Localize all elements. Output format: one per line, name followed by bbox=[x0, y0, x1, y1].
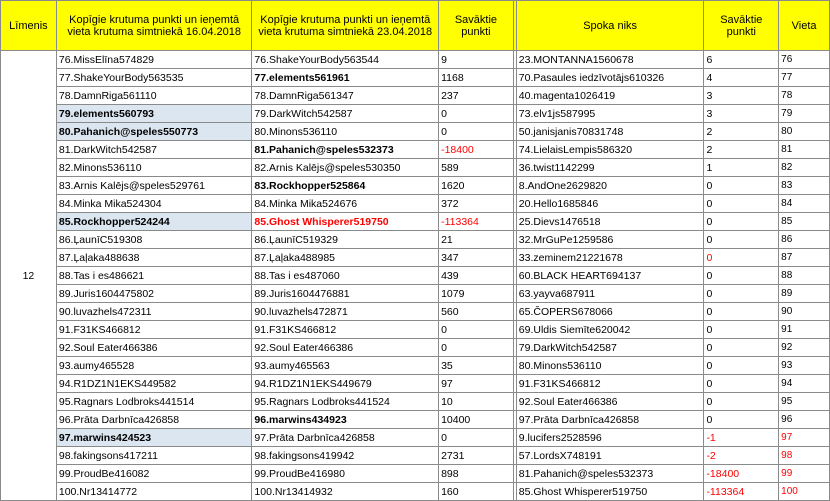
nick-cell: 92.Soul Eater466386 bbox=[516, 393, 704, 411]
table-row bbox=[1, 123, 830, 141]
week2-cell: 92.Soul Eater466386 bbox=[252, 339, 439, 357]
week1-cell: 99.ProudBe416082 bbox=[56, 465, 252, 483]
nick-cell: 57.LordsX748191 bbox=[516, 447, 704, 465]
place-cell: 98 bbox=[779, 447, 830, 465]
place-cell: 96 bbox=[779, 411, 830, 429]
points2-cell: 0 bbox=[704, 213, 779, 231]
points-cell: 160 bbox=[439, 483, 514, 501]
place-cell: 79 bbox=[779, 105, 830, 123]
points2-cell: 6 bbox=[704, 51, 779, 69]
table-row bbox=[1, 447, 830, 465]
place-cell: 85 bbox=[779, 213, 830, 231]
points2-cell: 0 bbox=[704, 357, 779, 375]
place-cell: 87 bbox=[779, 249, 830, 267]
nick-cell: 73.elv1js587995 bbox=[516, 105, 704, 123]
week2-cell: 77.elements561961 bbox=[252, 69, 439, 87]
table-row bbox=[1, 303, 830, 321]
week2-cell: 86.ĻaunīC519329 bbox=[252, 231, 439, 249]
points2-cell: 0 bbox=[704, 267, 779, 285]
week1-cell: 82.Minons536110 bbox=[56, 159, 252, 177]
points-cell: 97 bbox=[439, 375, 514, 393]
place-cell: 95 bbox=[779, 393, 830, 411]
table-row bbox=[1, 483, 830, 501]
table-row bbox=[1, 213, 830, 231]
week2-cell: 94.R1DZ1N1EKS449679 bbox=[252, 375, 439, 393]
week1-cell: 100.Nr13414772 bbox=[56, 483, 252, 501]
points2-cell: 2 bbox=[704, 141, 779, 159]
points-cell: 21 bbox=[439, 231, 514, 249]
points-cell: 0 bbox=[439, 123, 514, 141]
table-row bbox=[1, 177, 830, 195]
week2-cell: 85.Ghost Whisperer519750 bbox=[252, 213, 439, 231]
points2-cell: -1 bbox=[704, 429, 779, 447]
nick-cell: 25.Dievs1476518 bbox=[516, 213, 704, 231]
points2-cell: 0 bbox=[704, 411, 779, 429]
header-nick: Spoka niks bbox=[516, 1, 704, 51]
week2-cell: 89.Juris1604476881 bbox=[252, 285, 439, 303]
points-cell: 10 bbox=[439, 393, 514, 411]
week2-cell: 83.Rockhopper525864 bbox=[252, 177, 439, 195]
week2-cell: 84.Minka Mika524676 bbox=[252, 195, 439, 213]
week1-cell: 87.Ļaļaka488638 bbox=[56, 249, 252, 267]
points2-cell: 0 bbox=[704, 375, 779, 393]
week1-cell: 76.MissElīna574829 bbox=[56, 51, 252, 69]
place-cell: 91 bbox=[779, 321, 830, 339]
table-row bbox=[1, 141, 830, 159]
week2-cell: 81.Pahanich@speles532373 bbox=[252, 141, 439, 159]
place-cell: 99 bbox=[779, 465, 830, 483]
nick-cell: 74.LielaisLempis586320 bbox=[516, 141, 704, 159]
week2-cell: 87.Ļaļaka488985 bbox=[252, 249, 439, 267]
header-week2: Kopīgie krutuma punkti un ieņemtā vieta krutuma simtniekā 23.04.2018 bbox=[252, 1, 439, 51]
points-cell: -18400 bbox=[439, 141, 514, 159]
week2-cell: 93.aumy465563 bbox=[252, 357, 439, 375]
table-row bbox=[1, 339, 830, 357]
points-cell: 0 bbox=[439, 321, 514, 339]
nick-cell: 97.Prāta Darbnīca426858 bbox=[516, 411, 704, 429]
points-cell: 560 bbox=[439, 303, 514, 321]
week2-cell: 96.marwins434923 bbox=[252, 411, 439, 429]
week1-cell: 97.marwins424523 bbox=[56, 429, 252, 447]
place-cell: 90 bbox=[779, 303, 830, 321]
week1-cell: 94.R1DZ1N1EKS449582 bbox=[56, 375, 252, 393]
points2-cell: 3 bbox=[704, 105, 779, 123]
points2-cell: 0 bbox=[704, 339, 779, 357]
table-row bbox=[1, 411, 830, 429]
place-cell: 78 bbox=[779, 87, 830, 105]
nick-cell: 8.AndOne2629820 bbox=[516, 177, 704, 195]
nick-cell: 36.twist1142299 bbox=[516, 159, 704, 177]
week1-cell: 84.Minka Mika524304 bbox=[56, 195, 252, 213]
week2-cell: 90.luvazhels472871 bbox=[252, 303, 439, 321]
week1-cell: 93.aumy465528 bbox=[56, 357, 252, 375]
week1-cell: 85.Rockhopper524244 bbox=[56, 213, 252, 231]
points-cell: -113364 bbox=[439, 213, 514, 231]
place-cell: 100 bbox=[779, 483, 830, 501]
points-cell: 1079 bbox=[439, 285, 514, 303]
week1-cell: 88.Tas i es486621 bbox=[56, 267, 252, 285]
nick-cell: 81.Pahanich@speles532373 bbox=[516, 465, 704, 483]
week1-cell: 92.Soul Eater466386 bbox=[56, 339, 252, 357]
points-cell: 1168 bbox=[439, 69, 514, 87]
week1-cell: 98.fakingsons417211 bbox=[56, 447, 252, 465]
table-row bbox=[1, 195, 830, 213]
week2-cell: 98.fakingsons419942 bbox=[252, 447, 439, 465]
points-cell: 0 bbox=[439, 429, 514, 447]
header-row bbox=[1, 1, 830, 51]
place-cell: 97 bbox=[779, 429, 830, 447]
week1-cell: 83.Arnis Kalējs@speles529761 bbox=[56, 177, 252, 195]
nick-cell: 23.MONTANNA1560678 bbox=[516, 51, 704, 69]
week2-cell: 78.DamnRiga561347 bbox=[252, 87, 439, 105]
points2-cell: 3 bbox=[704, 87, 779, 105]
nick-cell: 63.yayva687911 bbox=[516, 285, 704, 303]
week2-cell: 79.DarkWitch542587 bbox=[252, 105, 439, 123]
table-row bbox=[1, 393, 830, 411]
points-cell: 10400 bbox=[439, 411, 514, 429]
week2-cell: 80.Minons536110 bbox=[252, 123, 439, 141]
table-row bbox=[1, 249, 830, 267]
nick-cell: 60.BLACK HEART694137 bbox=[516, 267, 704, 285]
header-place: Vieta bbox=[779, 1, 830, 51]
header-week1: Kopīgie krutuma punkti un ieņemtā vieta krutuma simtniekā 16.04.2018 bbox=[56, 1, 252, 51]
table-row bbox=[1, 159, 830, 177]
nick-cell: 20.Hello1685846 bbox=[516, 195, 704, 213]
week2-cell: 97.Prāta Darbnīca426858 bbox=[252, 429, 439, 447]
points-cell: 237 bbox=[439, 87, 514, 105]
week1-cell: 78.DamnRiga561110 bbox=[56, 87, 252, 105]
header-points: Savāktie punkti bbox=[439, 1, 514, 51]
week1-cell: 79.elements560793 bbox=[56, 105, 252, 123]
place-cell: 86 bbox=[779, 231, 830, 249]
place-cell: 88 bbox=[779, 267, 830, 285]
points2-cell: 4 bbox=[704, 69, 779, 87]
points2-cell: 0 bbox=[704, 231, 779, 249]
points-cell: 898 bbox=[439, 465, 514, 483]
place-cell: 83 bbox=[779, 177, 830, 195]
points2-cell: 0 bbox=[704, 249, 779, 267]
table-row bbox=[1, 321, 830, 339]
table-row bbox=[1, 105, 830, 123]
week1-cell: 86.ĻaunīC519308 bbox=[56, 231, 252, 249]
points2-cell: 0 bbox=[704, 303, 779, 321]
table-row bbox=[1, 357, 830, 375]
nick-cell: 85.Ghost Whisperer519750 bbox=[516, 483, 704, 501]
header-points-2: Savāktie punkti bbox=[704, 1, 779, 51]
header-level: Līmenis bbox=[1, 1, 57, 51]
week1-cell: 95.Ragnars Lodbroks441514 bbox=[56, 393, 252, 411]
points-cell: 1620 bbox=[439, 177, 514, 195]
points-cell: 35 bbox=[439, 357, 514, 375]
place-cell: 89 bbox=[779, 285, 830, 303]
nick-cell: 70.Pasaules iedzīvotājs610326 bbox=[516, 69, 704, 87]
table-row bbox=[1, 429, 830, 447]
table-row bbox=[1, 69, 830, 87]
week1-cell: 80.Pahanich@speles550773 bbox=[56, 123, 252, 141]
week1-cell: 96.Prāta Darbnīca426858 bbox=[56, 411, 252, 429]
points2-cell: 2 bbox=[704, 123, 779, 141]
table-row bbox=[1, 267, 830, 285]
table-row bbox=[1, 231, 830, 249]
week2-cell: 88.Tas i es487060 bbox=[252, 267, 439, 285]
week2-cell: 95.Ragnars Lodbroks441524 bbox=[252, 393, 439, 411]
points-cell: 347 bbox=[439, 249, 514, 267]
points-cell: 372 bbox=[439, 195, 514, 213]
nick-cell: 9.lucifers2528596 bbox=[516, 429, 704, 447]
table-row bbox=[1, 285, 830, 303]
nick-cell: 40.magenta1026419 bbox=[516, 87, 704, 105]
week2-cell: 100.Nr13414932 bbox=[252, 483, 439, 501]
nick-cell: 80.Minons536110 bbox=[516, 357, 704, 375]
points-cell: 439 bbox=[439, 267, 514, 285]
place-cell: 93 bbox=[779, 357, 830, 375]
points2-cell: 1 bbox=[704, 159, 779, 177]
nick-cell: 69.Uldis Siemīte620042 bbox=[516, 321, 704, 339]
level-cell: 12 bbox=[1, 51, 57, 501]
week2-cell: 99.ProudBe416980 bbox=[252, 465, 439, 483]
week1-cell: 81.DarkWitch542587 bbox=[56, 141, 252, 159]
points-cell: 0 bbox=[439, 105, 514, 123]
points-cell: 589 bbox=[439, 159, 514, 177]
points2-cell: 0 bbox=[704, 195, 779, 213]
points-cell: 9 bbox=[439, 51, 514, 69]
nick-cell: 50.janisjanis70831748 bbox=[516, 123, 704, 141]
nick-cell: 65.ČOPERS678066 bbox=[516, 303, 704, 321]
place-cell: 84 bbox=[779, 195, 830, 213]
week1-cell: 89.Juris1604475802 bbox=[56, 285, 252, 303]
place-cell: 92 bbox=[779, 339, 830, 357]
points2-cell: 0 bbox=[704, 177, 779, 195]
place-cell: 94 bbox=[779, 375, 830, 393]
points-cell: 2731 bbox=[439, 447, 514, 465]
week2-cell: 76.ShakeYourBody563544 bbox=[252, 51, 439, 69]
week1-cell: 90.luvazhels472311 bbox=[56, 303, 252, 321]
week2-cell: 91.F31KS466812 bbox=[252, 321, 439, 339]
points-cell: 0 bbox=[439, 339, 514, 357]
table-row bbox=[1, 465, 830, 483]
nick-cell: 79.DarkWitch542587 bbox=[516, 339, 704, 357]
table-row bbox=[1, 51, 830, 69]
table-row bbox=[1, 87, 830, 105]
week2-cell: 82.Arnis Kalējs@speles530350 bbox=[252, 159, 439, 177]
place-cell: 80 bbox=[779, 123, 830, 141]
nick-cell: 91.F31KS466812 bbox=[516, 375, 704, 393]
points2-cell: -18400 bbox=[704, 465, 779, 483]
place-cell: 82 bbox=[779, 159, 830, 177]
week1-cell: 77.ShakeYourBody563535 bbox=[56, 69, 252, 87]
points2-cell: 0 bbox=[704, 393, 779, 411]
points2-cell: -2 bbox=[704, 447, 779, 465]
place-cell: 77 bbox=[779, 69, 830, 87]
table-row bbox=[1, 375, 830, 393]
points2-cell: 0 bbox=[704, 321, 779, 339]
place-cell: 81 bbox=[779, 141, 830, 159]
week1-cell: 91.F31KS466812 bbox=[56, 321, 252, 339]
points2-cell: 0 bbox=[704, 285, 779, 303]
place-cell: 76 bbox=[779, 51, 830, 69]
nick-cell: 32.MrGuPe1259586 bbox=[516, 231, 704, 249]
nick-cell: 33.zeminem21221678 bbox=[516, 249, 704, 267]
points2-cell: -113364 bbox=[704, 483, 779, 501]
